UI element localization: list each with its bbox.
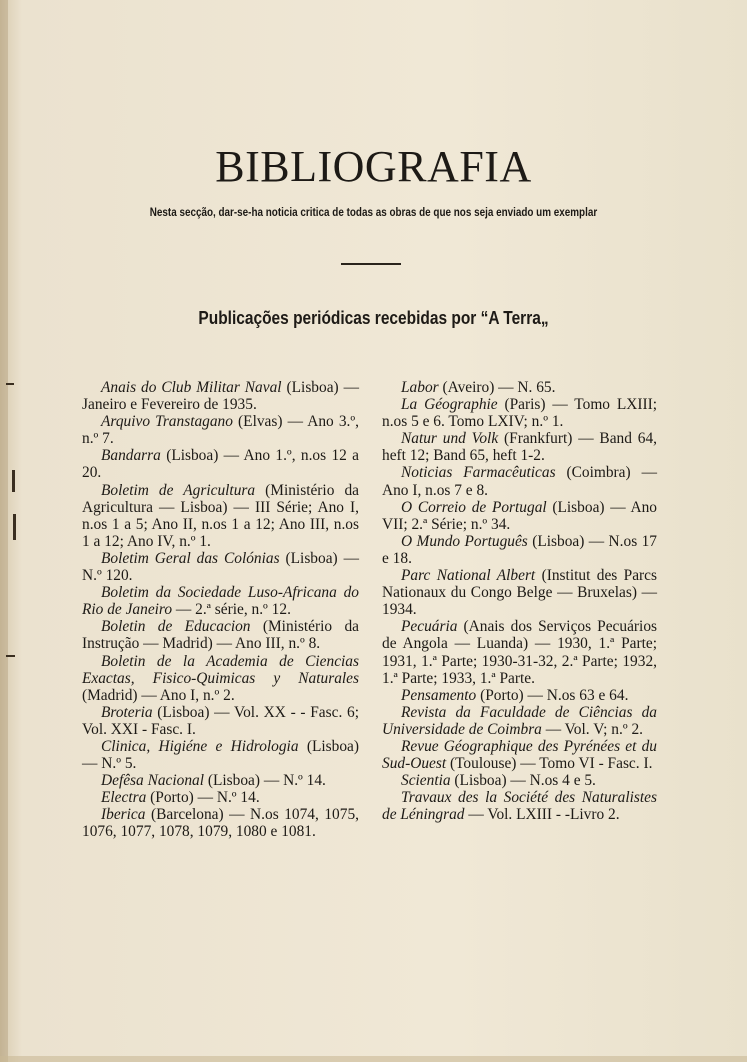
bibliography-entry <box>82 447 359 481</box>
publication-name: Labor <box>401 379 439 396</box>
publication-name: Bandarra <box>101 447 161 465</box>
publication-details: (Ministério da Instrução — Madrid) — Ano III, n.º 8. <box>82 618 359 653</box>
publication-details: (Barcelona) — N.os 1074, 1075, 1076, 1077, 1078, 1079, 1080 e 1081. <box>82 806 359 841</box>
publication-details: (Porto) — N.os 63 e 64. <box>476 686 629 704</box>
publication-name: Boletin de la Academia de Ciencias Exactas, Fisico-Quimicas y Naturales <box>82 652 359 687</box>
bibliography-entry <box>382 464 657 498</box>
publication-name: O Mundo Português <box>401 532 528 550</box>
publication-name: Electra <box>101 789 147 807</box>
bibliography-entry <box>82 653 359 704</box>
bibliography-entry <box>382 430 657 464</box>
bibliography-entry <box>382 499 657 533</box>
bibliography-entry <box>82 379 359 413</box>
publication-details: (Anais dos Serviços Pecuários de Angola — Luanda) — 1930, 1.ª Parte; 1931, 1.ª Parte; 1930-31-32, 2.ª Parte; 1932, 1.ª Parte; 1933, 1.ª Parte. <box>382 618 657 687</box>
bibliography-entry <box>382 789 657 823</box>
publication-name: Scientia <box>401 772 451 790</box>
publication-name: Pecuária <box>401 618 458 636</box>
publication-details: — 2.ª série, n.º 12. <box>172 601 291 619</box>
publication-name: Boletin de Educacion <box>101 618 251 636</box>
publication-details: (Lisboa) — N.os 17 e 18. <box>382 532 657 567</box>
publication-name: Parc National Albert <box>401 567 536 585</box>
publication-name: Defêsa Nacional <box>101 772 205 790</box>
publication-name: Anais do Club Militar Naval <box>101 379 282 396</box>
publication-details: (Lisboa) — N.º 5. <box>82 737 359 773</box>
publication-details: (Lisboa) — N.º 14. <box>204 772 326 790</box>
binding-mark <box>6 655 15 657</box>
bibliography-entry <box>382 533 657 567</box>
bibliography-entry <box>82 550 359 584</box>
publication-name: Natur und Volk <box>401 430 499 448</box>
section-heading: Publicações periódicas recebidas por “A Terra„ <box>198 308 549 328</box>
publication-details: (Lisboa) — Vol. XX - - Fasc. 6; Vol. XXI - Fasc. I. <box>82 703 359 738</box>
bibliography-entry <box>82 482 359 550</box>
publication-details: (Lisboa) — N.º 120. <box>82 549 359 585</box>
bibliography-entry <box>82 618 359 652</box>
publication-name: Arquivo Transtagano <box>101 413 233 431</box>
publication-details: (Lisboa) — Janeiro e Fevereiro de 1935. <box>82 379 359 414</box>
bibliography-entry <box>382 704 657 738</box>
publication-name: Noticias Farmacêuticas <box>401 464 556 482</box>
publication-name: Revista da Faculdade de Ciências da Universidade de Coimbra <box>382 703 657 738</box>
bibliography-entry <box>82 738 359 772</box>
right-column <box>382 379 657 823</box>
publication-details: (Lisboa) — N.os 4 e 5. <box>450 772 596 790</box>
publication-details: (Frankfurt) — Band 64, heft 12; Band 65, heft 1-2. <box>382 430 657 465</box>
publication-details: (Ministério da Agricultura — Lisboa) — III Série; Ano I, n.os 1 a 5; Ano II, n.os 1 a 12; Ano III, n.os 1 a 12; Ano IV, n.º 1. <box>82 481 359 550</box>
publication-details: (Coimbra) — Ano I, n.os 7 e 8. <box>382 464 657 499</box>
publication-name: Boletim de Agricultura <box>101 481 256 499</box>
binding-mark <box>12 470 15 492</box>
binding-mark <box>13 514 16 540</box>
publication-name: Clinica, Higiéne e Hidrologia <box>101 737 299 755</box>
publication-name: Iberica <box>101 806 146 824</box>
publication-details: — Vol. V; n.º 2. <box>541 720 644 738</box>
page-bottom-edge <box>0 1056 747 1062</box>
publication-details: (Toulouse) — Tomo VI - Fasc. I. <box>446 755 653 773</box>
bibliography-entry <box>382 772 657 789</box>
divider <box>341 263 401 265</box>
publication-name: Pensamento <box>401 686 477 704</box>
bibliography-entry <box>382 738 657 772</box>
page-subtitle: Nesta secção, dar-se-ha noticia critica de todas as obras de que nos seja enviado um exemplar <box>149 207 598 219</box>
binding-mark <box>6 383 14 385</box>
publication-name: Revue Géographique des Pyrénées et du Sud-Ouest <box>382 737 657 773</box>
publication-details: (Elvas) — Ano 3.º, n.º 7. <box>82 413 359 448</box>
publication-details: (Lisboa) — Ano 1.º, n.os 12 a 20. <box>82 447 359 482</box>
publication-name: Boletim Geral das Colónias <box>101 549 280 567</box>
bibliography-entry <box>82 806 359 840</box>
bibliography-entry <box>382 379 657 396</box>
bibliography-entry <box>82 789 359 806</box>
publication-name: Boletim da Sociedade Luso-Africana do Rio de Janeiro <box>82 584 359 619</box>
publication-name: Travaux des la Société des Naturalistes de Léningrad <box>382 789 657 824</box>
publication-name: La Géographie <box>401 396 498 414</box>
publication-details: (Lisboa) — Ano VII; 2.ª Série; n.º 34. <box>382 498 657 533</box>
publication-name: Broteria <box>101 703 153 721</box>
publication-details: (Madrid) — Ano I, n.º 2. <box>82 686 235 704</box>
publication-details: (Paris) — Tomo LXIII; n.os 5 e 6. Tomo LXIV; n.º 1. <box>382 396 658 431</box>
bibliography-entry <box>82 584 359 618</box>
publication-details: — Vol. LXIII - -Livro 2. <box>464 806 620 824</box>
publication-details: (Porto) — N.º 14. <box>146 789 260 807</box>
bibliography-entry <box>82 704 359 738</box>
bibliography-entry <box>382 567 657 618</box>
page-title: BIBLIOGRAFIA <box>215 142 532 191</box>
bibliography-entry <box>82 772 359 789</box>
bibliography-entry <box>382 687 657 704</box>
bibliography-entry <box>82 413 359 447</box>
publication-details: (Institut des Parcs Nationaux du Congo Belge — Bruxelas) — 1934. <box>382 567 657 619</box>
publication-name: O Correio de Portugal <box>401 498 547 516</box>
bibliography-entry <box>382 618 657 686</box>
bibliography-entry <box>382 396 657 430</box>
publication-details: (Aveiro) — N. 65. <box>438 379 556 396</box>
left-column <box>82 379 359 841</box>
